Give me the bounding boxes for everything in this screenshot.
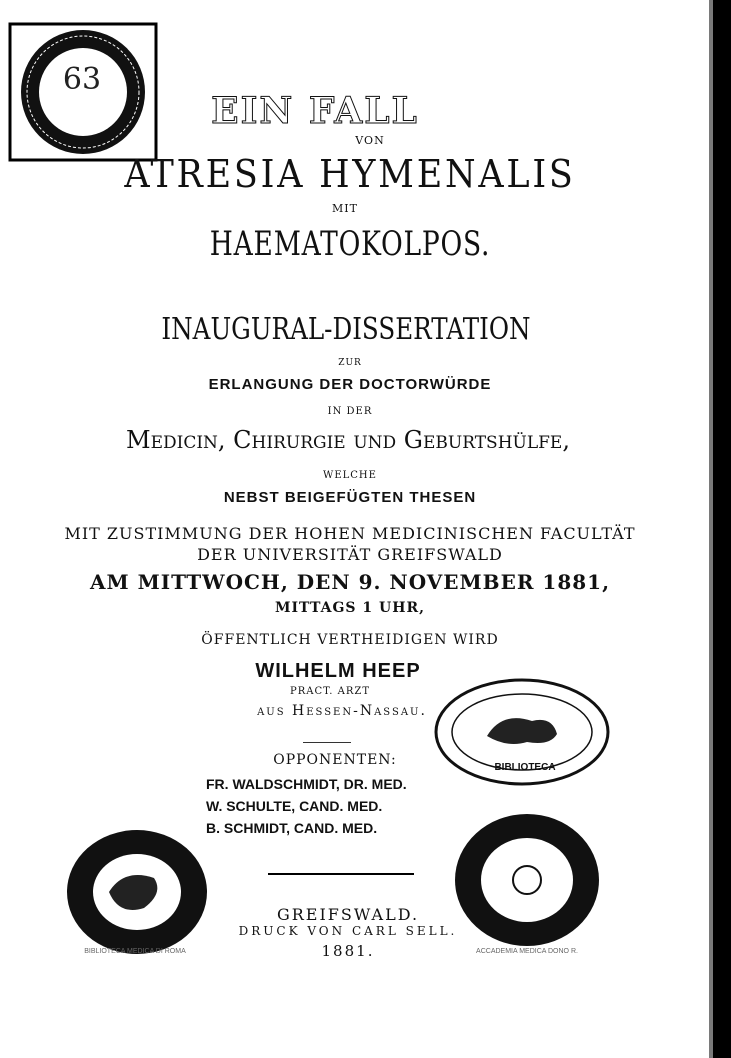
imprint-printer: DRUCK VON CARL SELL. xyxy=(238,924,458,938)
stamp-number: 63 xyxy=(62,62,102,97)
author-origin: aus Hessen-Nassau. xyxy=(257,703,427,719)
in-der-text: IN DER xyxy=(327,406,373,417)
welche-text: WELCHE xyxy=(323,470,377,481)
zur-text: ZUR xyxy=(338,358,362,368)
zustimmung-text: MIT ZUSTIMMUNG DER HOHEN MEDICINISCHEN FACULTÄT xyxy=(64,524,636,543)
imprint-year: 1881. xyxy=(321,942,375,960)
opponent-1: FR. WALDSCHMIDT, DR. MED. xyxy=(206,776,407,792)
opponents-heading: OPPONENTEN: xyxy=(273,752,397,768)
oeffentlich-text: ÖFFENTLICH VERTHEIDIGEN WIRD xyxy=(201,632,499,648)
accademia-stamp-text: ACCADEMIA MEDICA DONO R. xyxy=(476,948,578,955)
biblioteca-stamp-text: BIBLIOTECA MEDICA DI ROMA xyxy=(84,948,186,955)
title-ein-fall: EIN FALL xyxy=(211,90,419,132)
time-text: MITTAGS 1 UHR, xyxy=(275,600,425,616)
title-haematokolpos: HAEMATOKOLPOS. xyxy=(209,224,491,264)
dissertation-heading: INAUGURAL-DISSERTATION xyxy=(161,312,531,347)
imprint-city: GREIFSWALD. xyxy=(276,905,420,924)
separator-rule-2 xyxy=(268,873,414,875)
nebst-text: NEBST BEIGEFÜGTEN THESEN xyxy=(223,489,477,506)
medicin-text: Medicin, Chirurgie und Geburtshülfe, xyxy=(126,426,570,454)
author-title: PRACT. ARZT xyxy=(289,686,371,697)
title-von: VON xyxy=(355,134,385,147)
separator-rule xyxy=(303,742,351,743)
title-mit: MIT xyxy=(332,202,358,215)
title-atresia: ATRESIA HYMENALIS xyxy=(124,152,576,196)
author-name: WILHELM HEEP xyxy=(255,660,421,682)
erlangung-text: ERLANGUNG DER DOCTORWÜRDE xyxy=(208,376,492,393)
universitaet-text: DER UNIVERSITÄT GREIFSWALD xyxy=(197,545,503,564)
opponents-list xyxy=(206,773,407,839)
opponent-2: W. SCHULTE, CAND. MED. xyxy=(206,798,383,814)
opponent-3: B. SCHMIDT, CAND. MED. xyxy=(206,820,378,836)
biblioteca-medica-stamp xyxy=(64,828,210,956)
scan-edge xyxy=(713,0,731,1058)
scan-edge-shadow xyxy=(709,0,713,1058)
date-text: AM MITTWOCH, DEN 9. NOVEMBER 1881, xyxy=(89,570,611,594)
oval-stamp-text: BIBLIOTECA xyxy=(494,762,556,773)
accademia-medica-stamp xyxy=(452,812,602,948)
